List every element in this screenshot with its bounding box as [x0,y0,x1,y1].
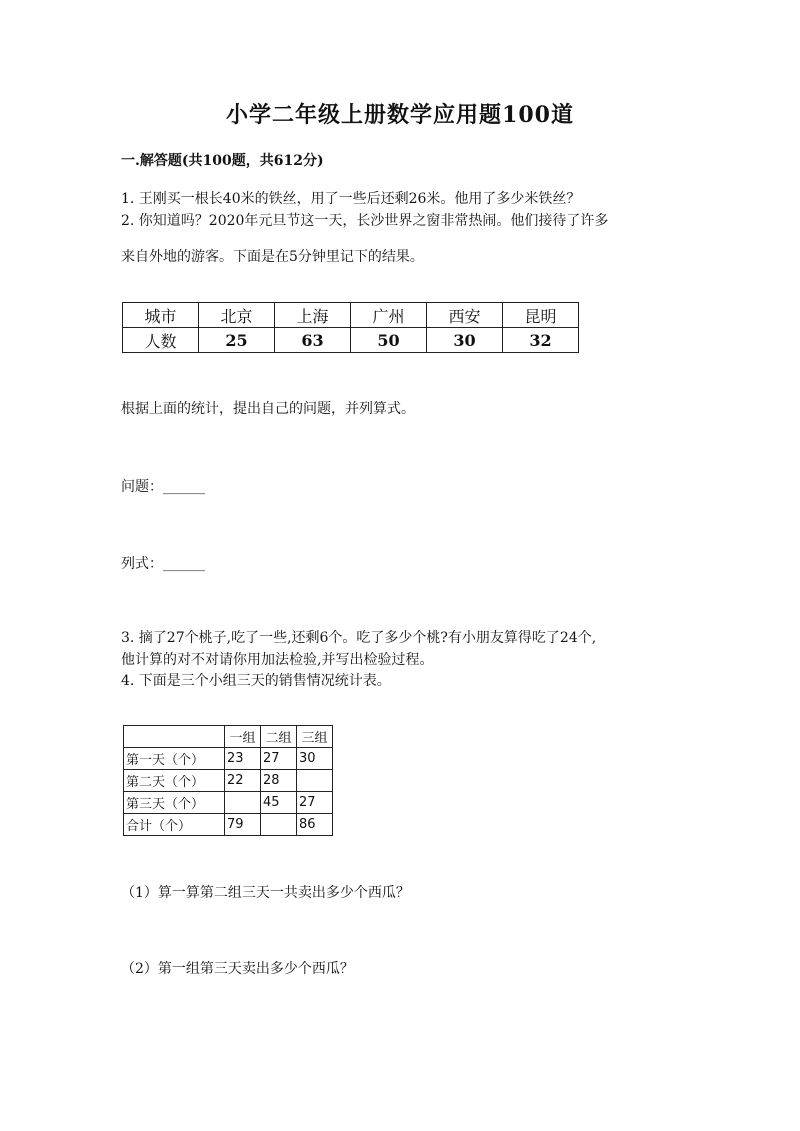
sales-table [123,725,333,836]
city-cell: 昆明 [503,303,579,328]
table-cell: 30 [297,748,333,770]
table-cell: 27 [261,748,297,770]
question-4-sub-1: （1）算一算第二组三天一共卖出多少个西瓜？ [121,885,410,901]
page-title: 小学二年级上册数学应用题100道 [226,102,574,128]
table-cell [297,770,333,792]
section-heading: 一.解答题(共100题，共612分) [121,153,324,169]
table-cell: 23 [225,748,261,770]
question-4: 4. 下面是三个小组三天的销售情况统计表。 [121,673,391,689]
question-2-prompt: 根据上面的统计，提出自己的问题，并列算式。 [121,401,415,417]
table-header-cell: 一组 [225,726,261,748]
question-2-line-1: 2. 你知道吗？2020年元旦节这一天，长沙世界之窗非常热闹。他们接待了许多 [121,213,609,229]
row-label-cell: 第二天（个） [124,770,225,792]
table-cell [261,814,297,836]
table-header-cell: 三组 [297,726,333,748]
table-cell: 45 [261,792,297,814]
question-2-formula-blank: 列式：______ [121,556,205,572]
table-cell: 27 [297,792,333,814]
table-cell [225,792,261,814]
count-cell: 63 [275,328,351,353]
question-2-line-2: 来自外地的游客。下面是在5分钟里记下的结果。 [121,249,424,265]
row-label-cell: 第一天（个） [124,748,225,770]
question-3-line-2: 他计算的对不对请你用加法检验,并写出检验过程。 [121,652,434,668]
table-cell: 22 [225,770,261,792]
question-4-sub-2: （2）第一组第三天卖出多少个西瓜？ [121,961,354,977]
question-1: 1. 王刚买一根长40米的铁丝，用了一些后还剩26米。他用了多少米铁丝？ [121,191,581,207]
count-cell: 50 [351,328,427,353]
question-3-line-1: 3. 摘了27个桃子,吃了一些,还剩6个。吃了多少个桃?有小朋友算得吃了24个, [121,630,597,646]
row-label-cell: 第三天（个） [124,792,225,814]
table-cell: 28 [261,770,297,792]
table-cell: 79 [225,814,261,836]
count-cell: 30 [427,328,503,353]
city-cell: 上海 [275,303,351,328]
city-cell: 广州 [351,303,427,328]
table-cell: 86 [297,814,333,836]
city-cell: 西安 [427,303,503,328]
table-row-label: 人数 [123,328,199,353]
count-cell: 32 [503,328,579,353]
table-header-cell: 二组 [261,726,297,748]
city-cell: 北京 [199,303,275,328]
table-header-cell [124,726,225,748]
visitor-count-table [122,302,579,353]
row-label-cell: 合计（个） [124,814,225,836]
question-2-question-blank: 问题：______ [121,479,205,495]
count-cell: 25 [199,328,275,353]
table-header-cell: 城市 [123,303,199,328]
